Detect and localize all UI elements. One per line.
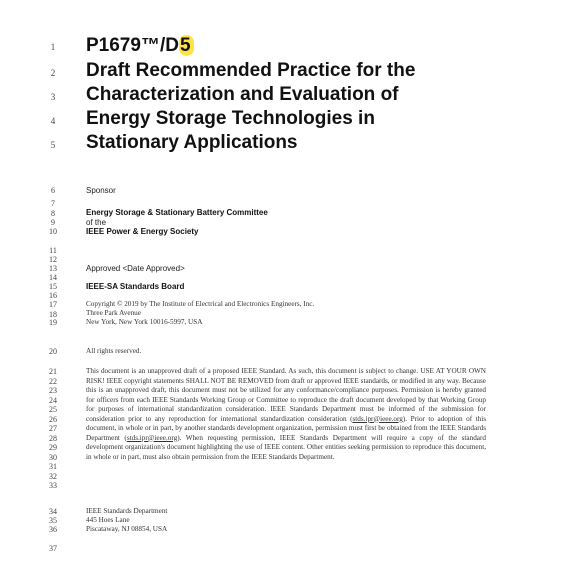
document-designation: P1679™/D5 (86, 35, 194, 57)
rights-reserved: All rights reserved. (86, 347, 142, 355)
line-number: 32 (49, 471, 57, 481)
line-number: 14 (49, 273, 57, 282)
line-number: 11 (49, 246, 57, 255)
draft-number-highlight: 5 (179, 35, 194, 56)
line-number: 13 (49, 264, 57, 273)
ipr-email-link[interactable]: stds.ipr@ieee.org (352, 414, 403, 423)
copyright-line: Three Park Avenue (86, 309, 141, 317)
line-number: 29 (49, 443, 57, 452)
line-number: 36 (49, 525, 57, 534)
line-number: 25 (49, 405, 57, 414)
line-number: 21 (49, 367, 57, 376)
line-number: 7 (51, 199, 55, 208)
line-number: 30 (49, 452, 57, 462)
line-number: 9 (51, 218, 55, 227)
copyright-line: Copyright © 2019 by The Institute of Electrical and Electronics Engineers, Inc. (86, 300, 315, 308)
line-number: 26 (49, 414, 57, 424)
approval-date: Approved <Date Approved> (86, 264, 185, 273)
line-number: 8 (51, 209, 55, 218)
document-title-line: Characterization and Evaluation of (86, 84, 399, 105)
line-number: 31 (49, 462, 57, 471)
line-number: 28 (49, 433, 57, 443)
line-number: 24 (49, 395, 57, 405)
sponsor-society: IEEE Power & Energy Society (86, 227, 199, 236)
line-number: 35 (49, 516, 57, 525)
line-number: 37 (49, 544, 57, 553)
sponsor-of-the: of the (86, 218, 107, 227)
line-number: 33 (49, 481, 57, 490)
line-number: 23 (49, 386, 57, 395)
line-number: 4 (50, 116, 56, 126)
document-title-line: Energy Storage Technologies in (86, 108, 375, 129)
line-number: 12 (49, 255, 57, 264)
line-number: 22 (49, 376, 57, 386)
line-number: 16 (49, 291, 57, 300)
copyright-line: New York, New York 10016-5997, USA (86, 318, 203, 326)
line-number: 18 (49, 310, 57, 319)
sponsor-label: Sponsor (86, 186, 116, 195)
line-number: 20 (49, 347, 57, 356)
line-number: 1 (50, 42, 56, 52)
line-number: 6 (51, 186, 55, 195)
standards-board: IEEE-SA Standards Board (86, 282, 185, 291)
draft-notice-paragraph: This document is an unapproved draft of a proposed IEEE Standard. As such, this document is subject to change. USE AT YOUR OWN RISK! IEEE copyright statements SHALL NOT BE REMOVED from draft or approved IEEE standards, or modified in any way. Because this is an unapproved draft, this document must not be utilized for any conformance/compliance purposes. Permission is hereby granted for officers from each IEEE Standards Working Group or Committee to reproduce the draft document developed by that Working Group for purposes of international standardization consideration. IEEE Standards Department must be informed of the submission for consideration prior to any reproduction for international standardization consideration (stds.ipr@ieee.org). Prior to adoption of this document, in whole or in part, by another standards development organization, permission must first be obtained from the IEEE Standards Department (stds.ipr@ieee.org). When requesting permission, IEEE Standards Department will require a copy of the standard development organization's document highlighting the use of IEEE content. Other entities seeking permission to reproduce this document, in whole or in part, must also obtain permission from the IEEE Standards Department. (86, 367, 486, 461)
sponsor-committee: Energy Storage & Stationary Battery Committee (86, 208, 268, 217)
line-number: 15 (49, 282, 57, 291)
ipr-email-link[interactable]: stds.ipr@ieee.org (126, 433, 178, 442)
line-number: 34 (49, 507, 57, 516)
document-title-line: Draft Recommended Practice for the (86, 60, 416, 81)
address-line: 445 Hoes Lane (86, 516, 130, 524)
line-number: 5 (50, 140, 56, 150)
line-number: 2 (50, 68, 56, 78)
line-number: 19 (49, 318, 57, 327)
address-line: IEEE Standards Department (86, 507, 168, 515)
line-number: 27 (49, 424, 57, 433)
document-title-line: Stationary Applications (86, 132, 298, 153)
line-number: 17 (49, 300, 57, 309)
line-number: 3 (50, 92, 56, 102)
line-number: 10 (49, 227, 57, 236)
address-line: Piscataway, NJ 08854, USA (86, 525, 168, 533)
